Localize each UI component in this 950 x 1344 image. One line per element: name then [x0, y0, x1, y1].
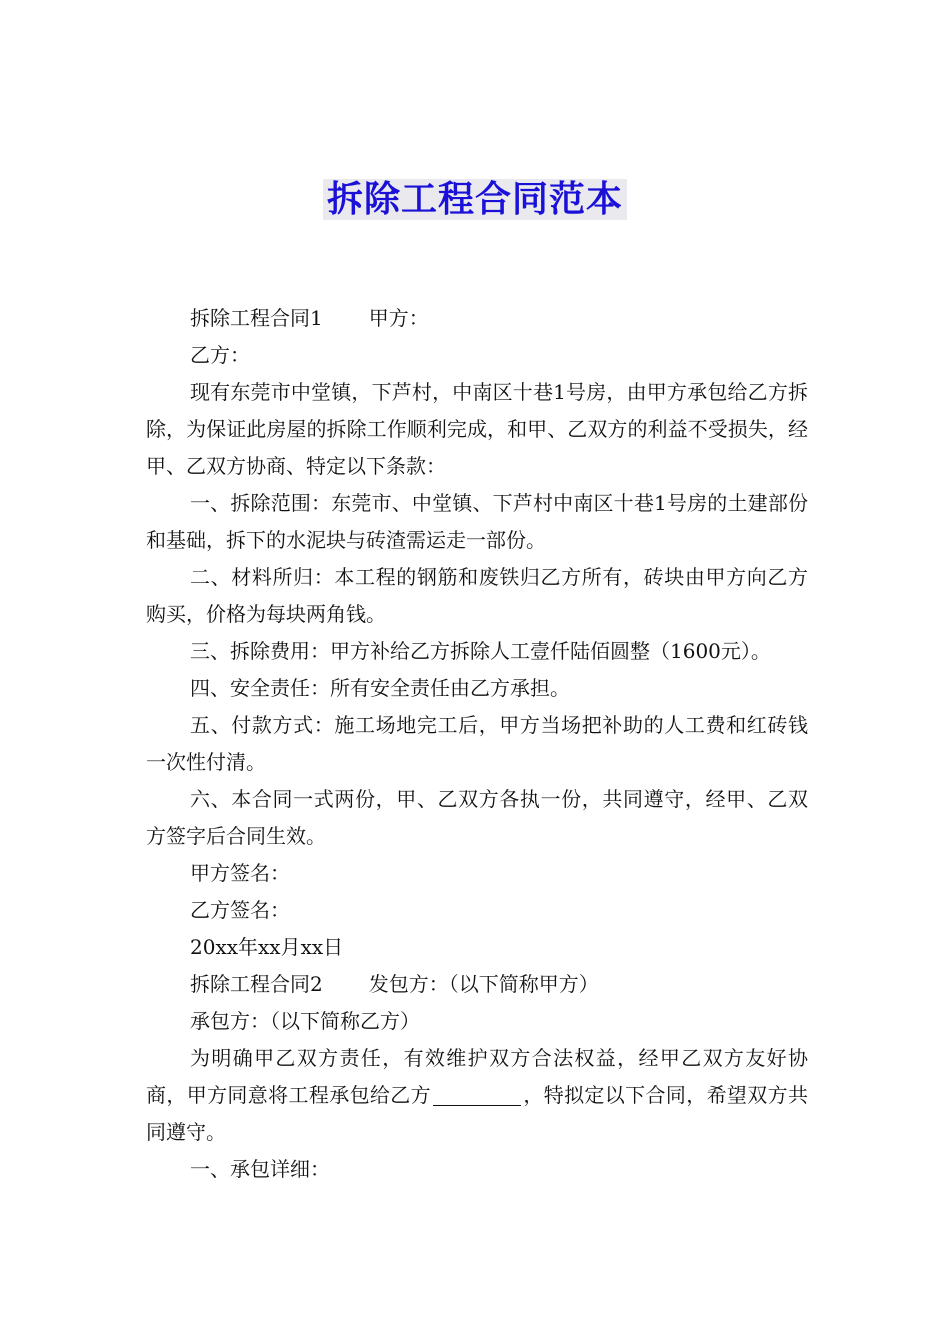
paragraph-clause-1: 一、拆除范围：东莞市、中堂镇、下芦村中南区十巷1号房的土建部份和基础，拆下的水泥块与砖渣需运走一部份。 — [146, 491, 808, 552]
paragraph-contract-2-header — [146, 966, 808, 1003]
paragraph-contractee: 承包方：（以下简称乙方） — [190, 1009, 420, 1033]
paragraph-date: 20xx年xx月xx日 — [190, 935, 344, 959]
contract-1-label: 拆除工程合同1 — [190, 306, 323, 330]
paragraph-party-b-signature: 乙方签名： — [190, 898, 290, 922]
paragraph-clause-4: 四、安全责任：所有安全责任由乙方承担。 — [190, 676, 570, 700]
document-title-text: 拆除工程合同范本 — [323, 179, 627, 220]
party-a-label: 甲方： — [368, 306, 429, 330]
paragraph-clause-2: 二、材料所归：本工程的钢筋和废铁归乙方所有，砖块由甲方向乙方购买，价格为每块两角钱。 — [146, 565, 808, 626]
paragraph-party-b: 乙方： — [190, 343, 250, 367]
paragraph-contract-1-header — [146, 300, 808, 337]
document-body — [146, 300, 808, 1188]
paragraph-clause-3: 三、拆除费用：甲方补给乙方拆除人工壹仟陆佰圆整（1600元）。 — [190, 639, 771, 663]
paragraph-purpose — [146, 1040, 808, 1151]
purpose-text-end: ，特拟定以下合同，希望双方共同遵守。 — [146, 1083, 808, 1144]
paragraph-party-a-signature: 甲方签名： — [190, 861, 290, 885]
paragraph-section-1: 一、承包详细： — [190, 1157, 330, 1181]
document-title — [0, 176, 950, 224]
paragraph-clause-5: 五、付款方式：施工场地完工后，甲方当场把补助的人工费和红砖钱一次性付清。 — [146, 713, 808, 774]
paragraph-intro: 现有东莞市中堂镇，下芦村，中南区十巷1号房，由甲方承包给乙方拆除，为保证此房屋的拆除工作顺利完成，和甲、乙双方的利益不受损失，经甲、乙双方协商、特定以下条款： — [146, 380, 808, 478]
fill-in-blank — [433, 1083, 521, 1106]
purpose-text-start: 为明确甲乙双方责任，有效维护双方合法权益，经甲乙双方友好协商，甲方同意将工程承包给乙方 — [146, 1046, 808, 1107]
contractor-label: 发包方：（以下简称甲方） — [368, 972, 599, 996]
contract-2-label: 拆除工程合同2 — [190, 972, 323, 996]
paragraph-clause-6: 六、本合同一式两份，甲、乙双方各执一份，共同遵守，经甲、乙双方签字后合同生效。 — [146, 787, 808, 848]
